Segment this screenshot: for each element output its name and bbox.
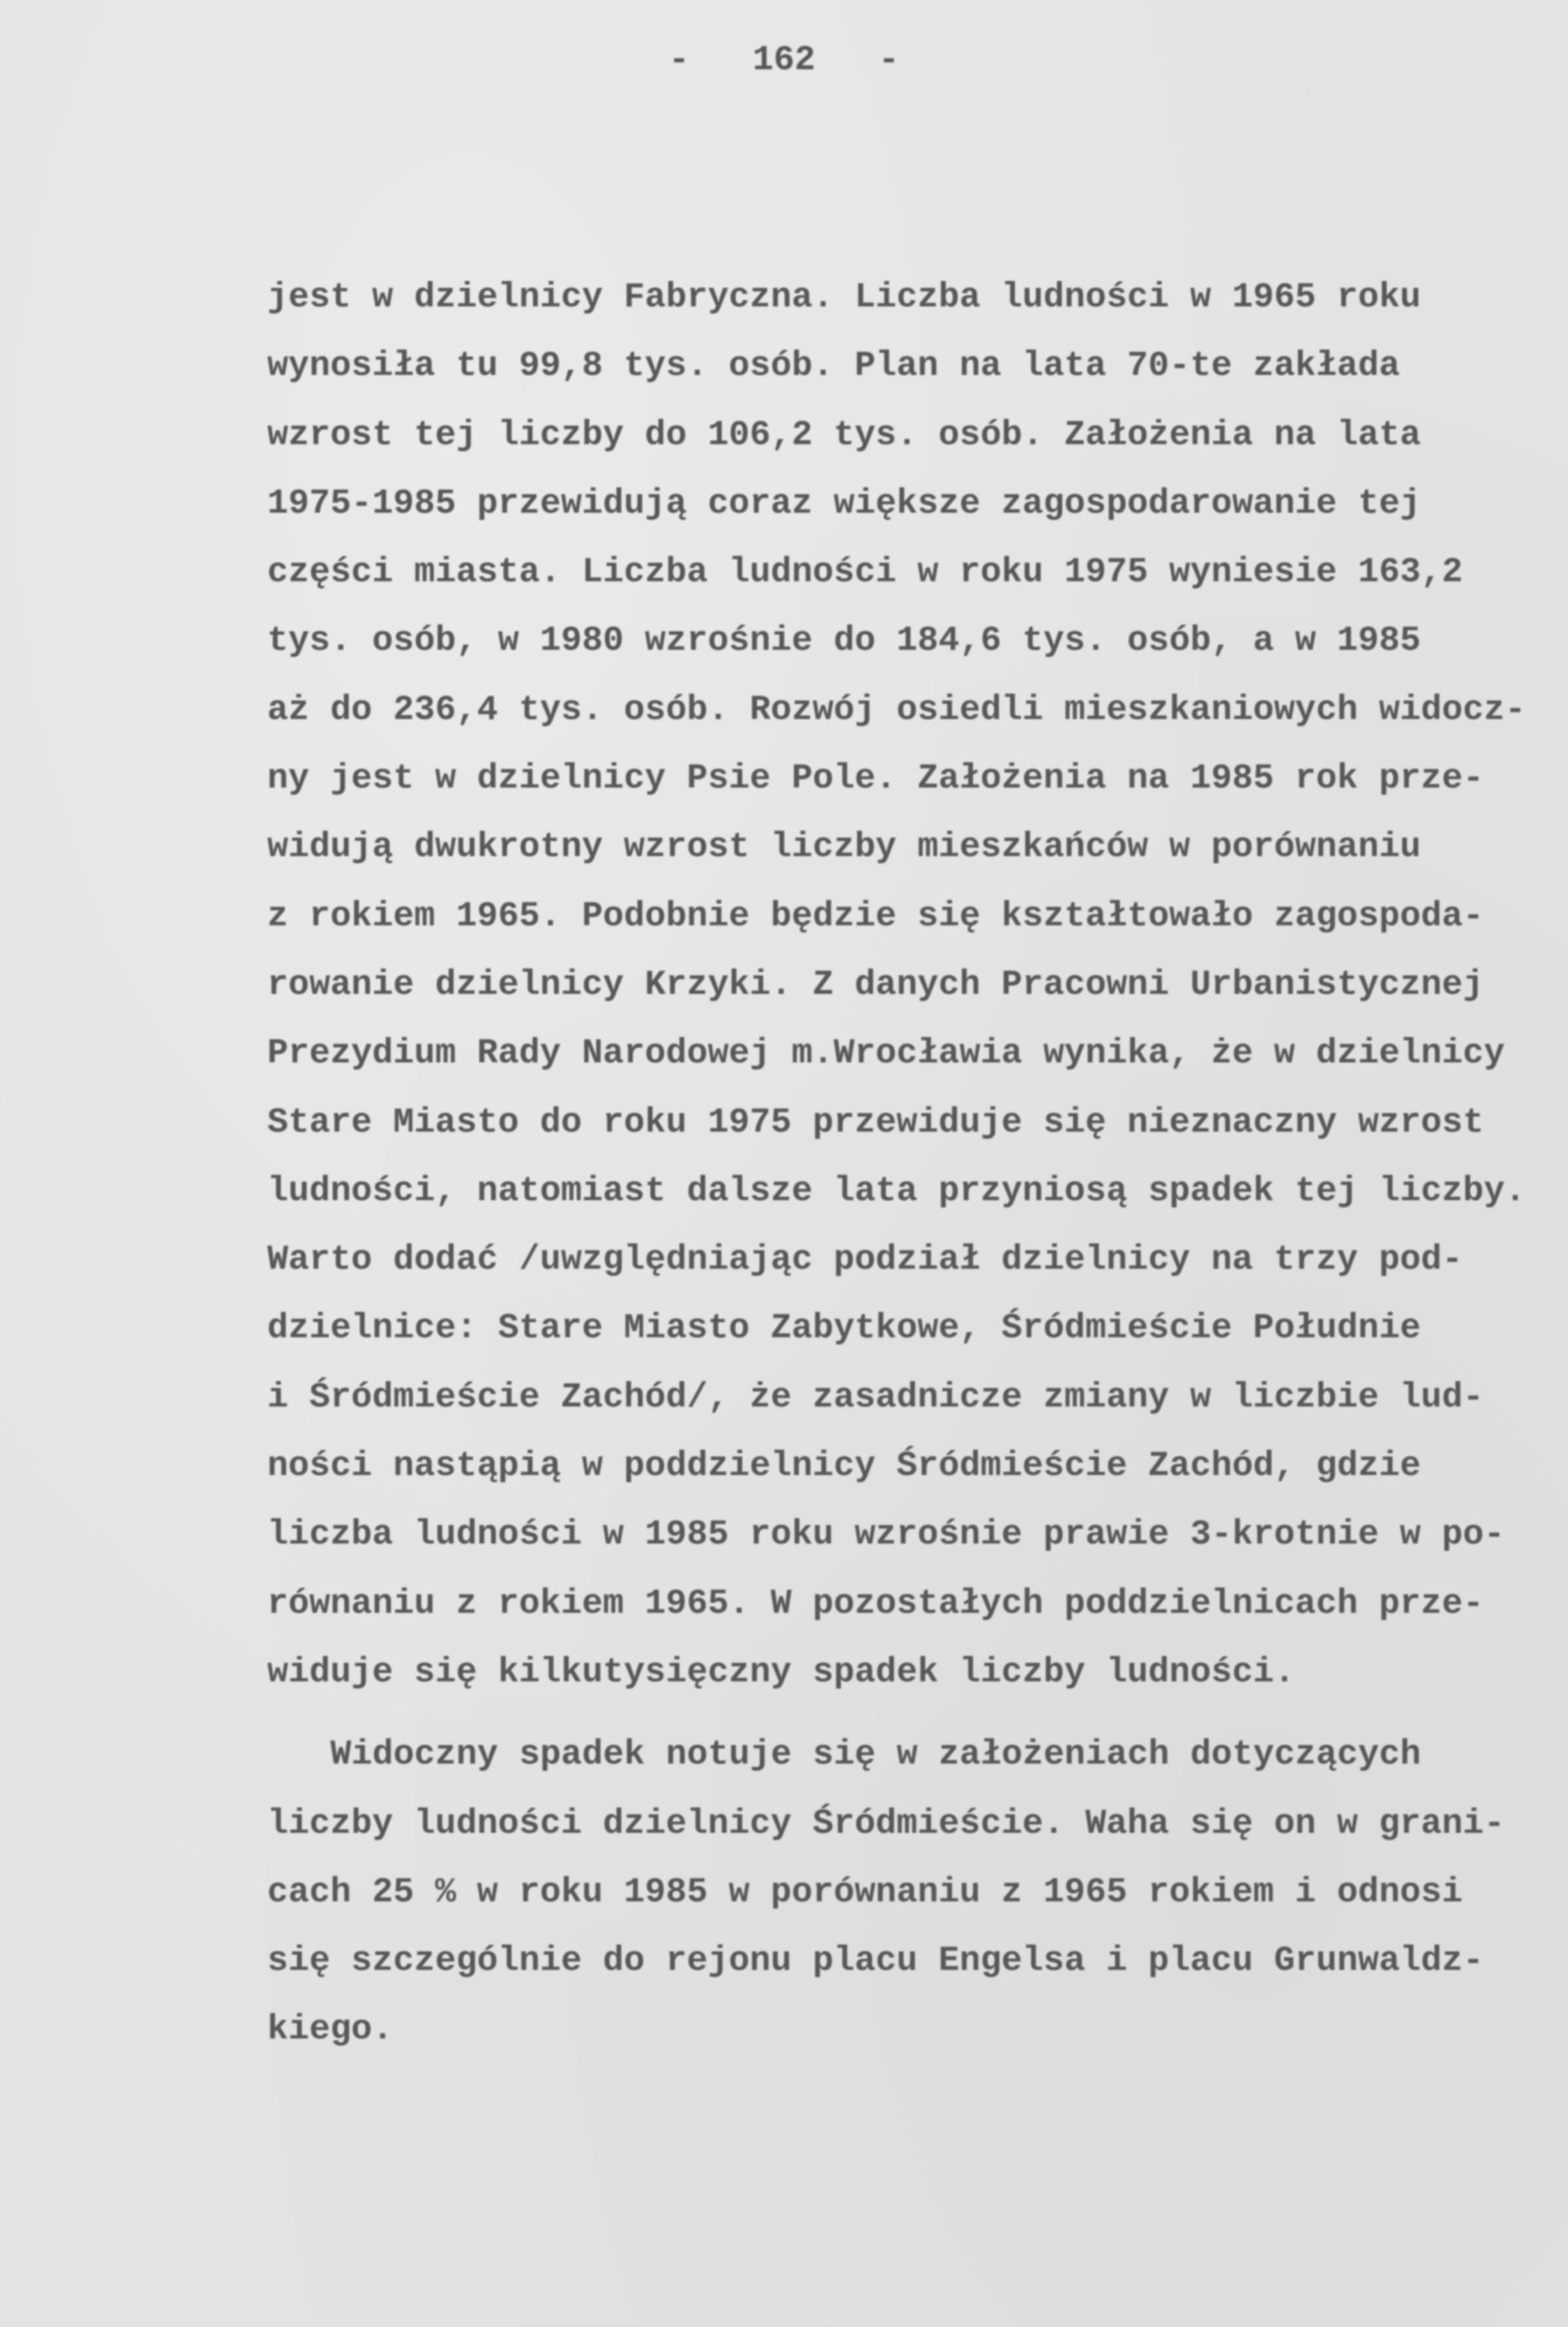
text-line: wynosiła tu 99,8 tys. osób. Plan na lata 70-te zakłada	[267, 347, 1400, 387]
text-line: Prezydium Rady Narodowej m.Wrocławia wynika, że w dzielnicy	[267, 1034, 1505, 1074]
text-line: z rokiem 1965. Podobnie będzie się kształtowało zagospoda-	[267, 897, 1484, 936]
text-line: liczby ludności dzielnicy Śródmieście. Waha się on w grani-	[267, 1804, 1505, 1844]
text-line: Stare Miasto do roku 1975 przewiduje się nieznaczny wzrost	[267, 1103, 1484, 1143]
text-line: jest w dzielnicy Fabryczna. Liczba ludności w 1965 roku	[267, 278, 1421, 317]
text-line: ności nastąpią w poddzielnicy Śródmieście Zachód, gdzie	[267, 1447, 1421, 1487]
text-line: wzrost tej liczby do 106,2 tys. osób. Założenia na lata	[267, 415, 1421, 455]
text-line: 1975-1985 przewidują coraz większe zagospodarowanie tej	[267, 484, 1421, 524]
text-line: kiego.	[267, 2010, 393, 2050]
document-body	[267, 264, 1526, 2065]
text-line: i Śródmieście Zachód/, że zasadnicze zmiany w liczbie lud-	[267, 1378, 1484, 1417]
text-line: cach 25 % w roku 1985 w porównaniu z 1965 rokiem i odnosi	[267, 1873, 1463, 1912]
text-line: widuje się kilkutysięczny spadek liczby ludności.	[267, 1653, 1295, 1692]
text-line: widują dwukrotny wzrost liczby mieszkańców w porównaniu	[267, 828, 1421, 868]
page-number: - 162 -	[668, 41, 900, 80]
text-line-indented: Widoczny spadek notuje się w założeniach dotyczących	[330, 1735, 1421, 1775]
text-line: liczba ludności w 1985 roku wzrośnie prawie 3-krotnie w po-	[267, 1515, 1505, 1555]
paragraph-1	[267, 264, 1526, 1707]
paragraph-spacer	[267, 1707, 1501, 1721]
text-line: dzielnice: Stare Miasto Zabytkowe, Śródmieście Południe	[267, 1309, 1421, 1349]
text-line: części miasta. Liczba ludności w roku 1975 wyniesie 163,2	[267, 553, 1463, 593]
text-line: rowanie dzielnicy Krzyki. Z danych Pracowni Urbanistycznej	[267, 965, 1484, 1005]
paragraph-2	[267, 1721, 1505, 2064]
text-line: ny jest w dzielnicy Psie Pole. Założenia na 1985 rok prze-	[267, 759, 1484, 799]
text-line: się szczególnie do rejonu placu Engelsa i placu Grunwaldz-	[267, 1942, 1484, 1982]
text-line: równaniu z rokiem 1965. W pozostałych poddzielnicach prze-	[267, 1584, 1484, 1624]
text-line: ludności, natomiast dalsze lata przyniosą spadek tej liczby.	[267, 1171, 1526, 1211]
text-line: Warto dodać /uwzględniając podział dzielnicy na trzy pod-	[267, 1241, 1463, 1280]
text-line: tys. osób, w 1980 wzrośnie do 184,6 tys. osób, a w 1985	[267, 622, 1421, 661]
text-line: aż do 236,4 tys. osób. Rozwój osiedli mieszkaniowych widocz-	[267, 690, 1526, 730]
